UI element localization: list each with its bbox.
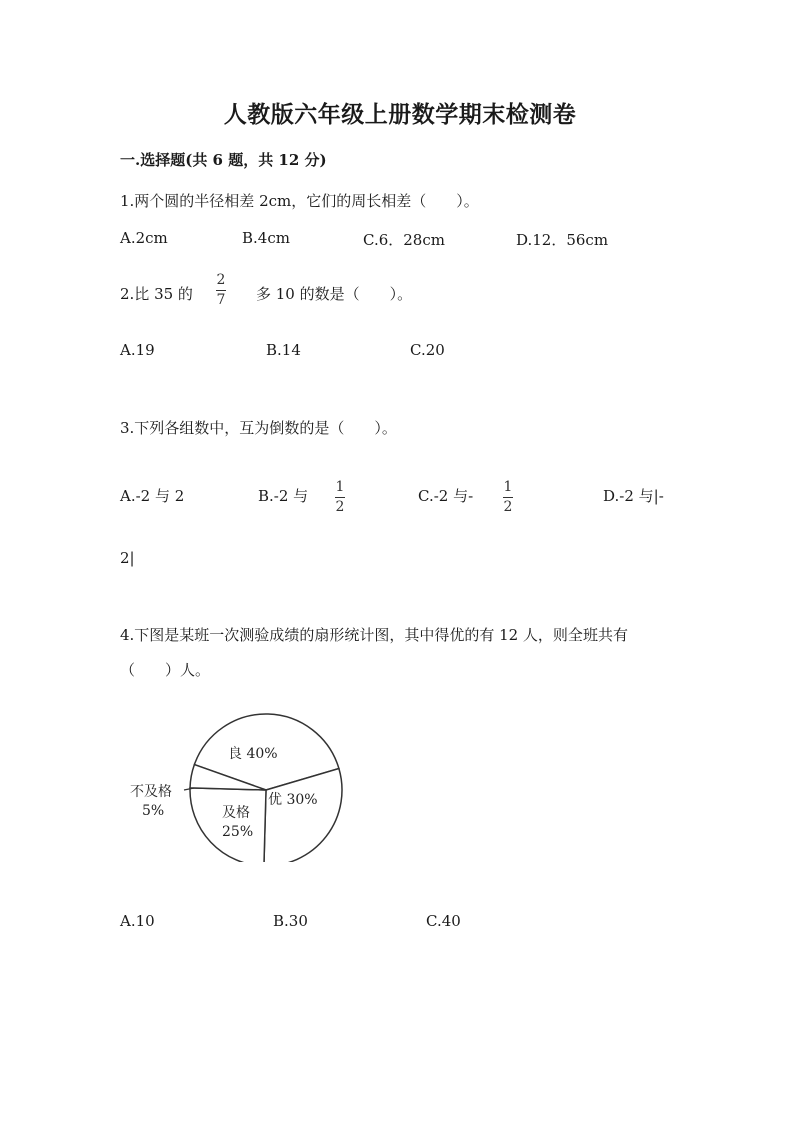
question-4-option-c[interactable]: C.40 <box>426 912 461 930</box>
fraction-denominator: 2 <box>335 499 345 515</box>
question-2-fraction <box>216 272 226 309</box>
question-3-option-b[interactable]: B.-2 与 <box>258 487 309 505</box>
fraction-denominator: 2 <box>503 499 513 515</box>
question-1-option-c[interactable]: C.6．28cm <box>363 231 445 249</box>
fraction-bar <box>216 290 226 291</box>
slice-label-good: 良 40% <box>228 746 278 762</box>
question-3-fraction-b <box>335 479 345 516</box>
question-4-stem-line-1: 4.下图是某班一次测验成绩的扇形统计图，其中得优的有 12 人，则全班共有 <box>120 626 628 644</box>
section-heading: 一.选择题(共 6 题，共 12 分) <box>120 151 327 169</box>
fraction-denominator: 7 <box>216 292 226 308</box>
question-1-option-a[interactable]: A.2cm <box>120 229 168 247</box>
question-2-option-a[interactable]: A.19 <box>120 341 155 359</box>
question-2-stem-before: 2.比 35 的 <box>120 285 193 303</box>
fraction-bar <box>335 497 345 498</box>
slice-label-fail-value: 5% <box>142 803 165 819</box>
question-3-option-d[interactable]: D.-2 与|- <box>603 487 664 505</box>
question-1-option-d[interactable]: D.12．56cm <box>516 231 609 249</box>
question-3-fraction-c <box>503 479 513 516</box>
page-title: 人教版六年级上册数学期末检测卷 <box>223 101 577 128</box>
fraction-numerator: 1 <box>503 479 513 495</box>
question-4-stem-line-2: （ ）人。 <box>120 661 211 679</box>
question-3-option-d-continued: 2| <box>120 549 135 567</box>
question-2-option-b[interactable]: B.14 <box>266 341 301 359</box>
question-2-stem-after: 多 10 的数是（ ）。 <box>256 285 413 303</box>
slice-label-pass-name: 及格 <box>222 805 250 821</box>
question-1-stem: 1.两个圆的半径相差 2cm，它们的周长相差（ ）。 <box>120 192 479 210</box>
slice-label-pass-value: 25% <box>222 824 254 840</box>
fraction-numerator: 1 <box>335 479 345 495</box>
question-4-option-b[interactable]: B.30 <box>273 912 308 930</box>
question-3-option-c[interactable]: C.-2 与- <box>418 487 474 505</box>
pie-chart <box>118 712 358 862</box>
question-3-stem: 3.下列各组数中，互为倒数的是（ ）。 <box>120 419 397 437</box>
fraction-bar <box>503 497 513 498</box>
question-3-option-a[interactable]: A.-2 与 2 <box>120 487 185 505</box>
question-2-option-c[interactable]: C.20 <box>410 341 445 359</box>
fraction-numerator: 2 <box>216 272 226 288</box>
question-4-option-a[interactable]: A.10 <box>120 912 155 930</box>
question-1-option-b[interactable]: B.4cm <box>242 229 290 247</box>
slice-label-fail-name: 不及格 <box>130 784 172 800</box>
slice-label-excellent: 优 30% <box>268 792 318 808</box>
